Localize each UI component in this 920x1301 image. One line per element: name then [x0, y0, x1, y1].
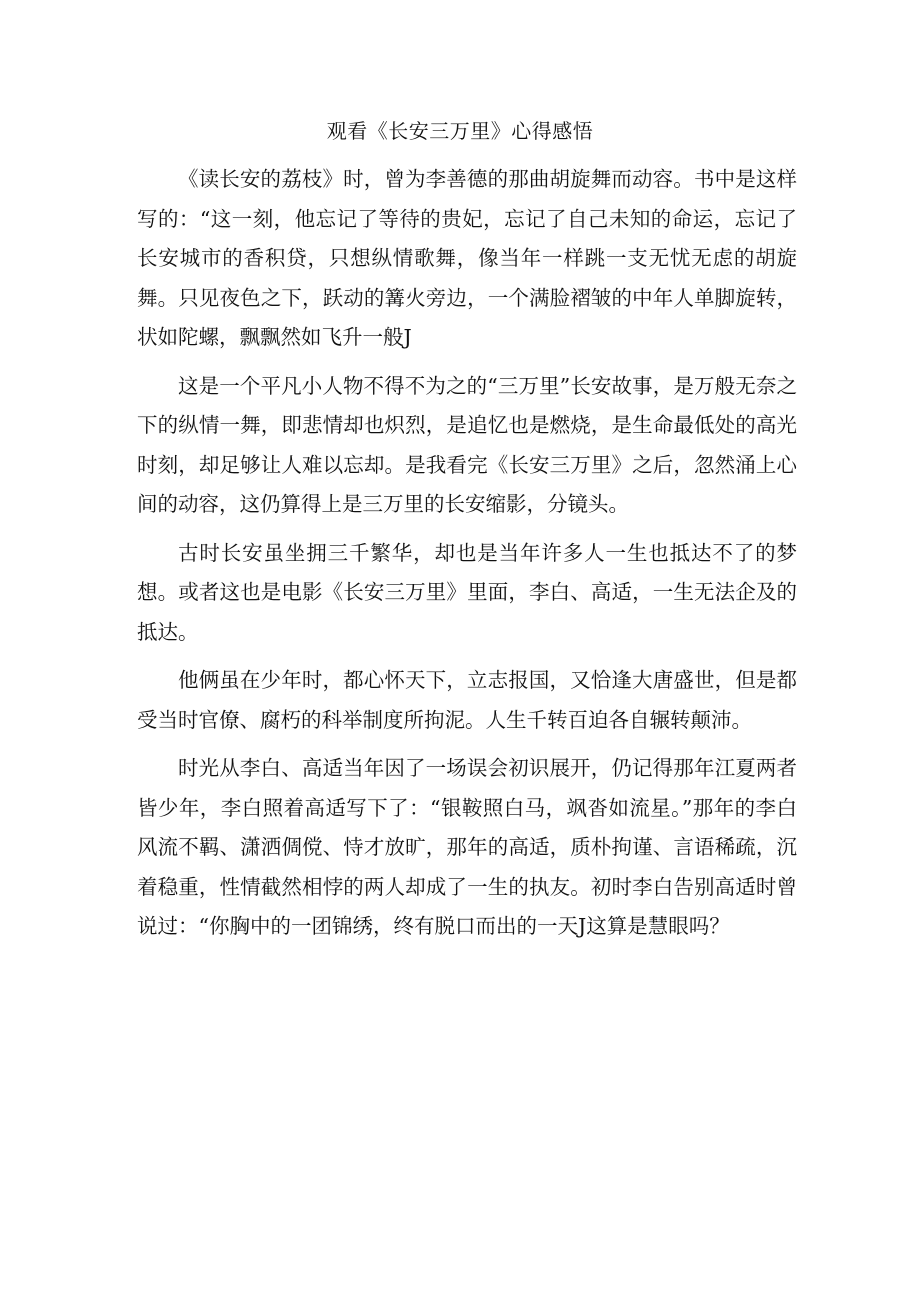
- paragraph: 《读长安的荔枝》时，曾为李善德的那曲胡旋舞而动容。书中是这样写的：“这一刻，他忘记了等待的贵妃，忘记了自己未知的命运，忘记了长安城市的香积贷，只想纵情歌舞，像当年一样跳一支无忧无虑的胡旋舞。只见夜色之下，跃动的篝火旁边，一个满脸褶皱的中年人单脚旋转，状如陀螺，飘飘然如飞升一般J: [137, 167, 797, 349]
- document-title: 观看《长安三万里》心得感悟: [326, 119, 594, 143]
- paragraph: 他俩虽在少年时，都心怀天下，立志报国，又恰逢大唐盛世，但是都受当时官僚、腐朽的科举制度所拘泥。人生千转百迫各自辗转颠沛。: [137, 668, 797, 732]
- document-body: [137, 160, 797, 956]
- paragraph: 古时长安虽坐拥三千繁华，却也是当年许多人一生也抵达不了的梦想。或者这也是电影《长安三万里》里面，李白、高适，一生无法企及的抵达。: [137, 540, 797, 644]
- paragraph: 这是一个平凡小人物不得不为之的“三万里”长安故事，是万般无奈之下的纵情一舞，即悲情却也炽烈，是追忆也是燃烧，是生命最低处的高光时刻，却足够让人难以忘却。是我看完《长安三万里》之后，忽然涌上心间的动容，这仍算得上是三万里的长安缩影，分镜头。: [137, 373, 797, 516]
- paragraph: 时光从李白、高适当年因了一场误会初识展开，仍记得那年江夏两者皆少年，李白照着高适写下了：“银鞍照白马，飒沓如流星。”那年的李白风流不羁、潇洒倜傥、恃才放旷，那年的高适，质朴拘谨、言语稀疏，沉着稳重，性情截然相悖的两人却成了一生的执友。初时李白告别高适时曾说过：“你胸中的一团锦绣，终有脱口而出的一天J这算是慧眼吗？: [137, 756, 797, 938]
